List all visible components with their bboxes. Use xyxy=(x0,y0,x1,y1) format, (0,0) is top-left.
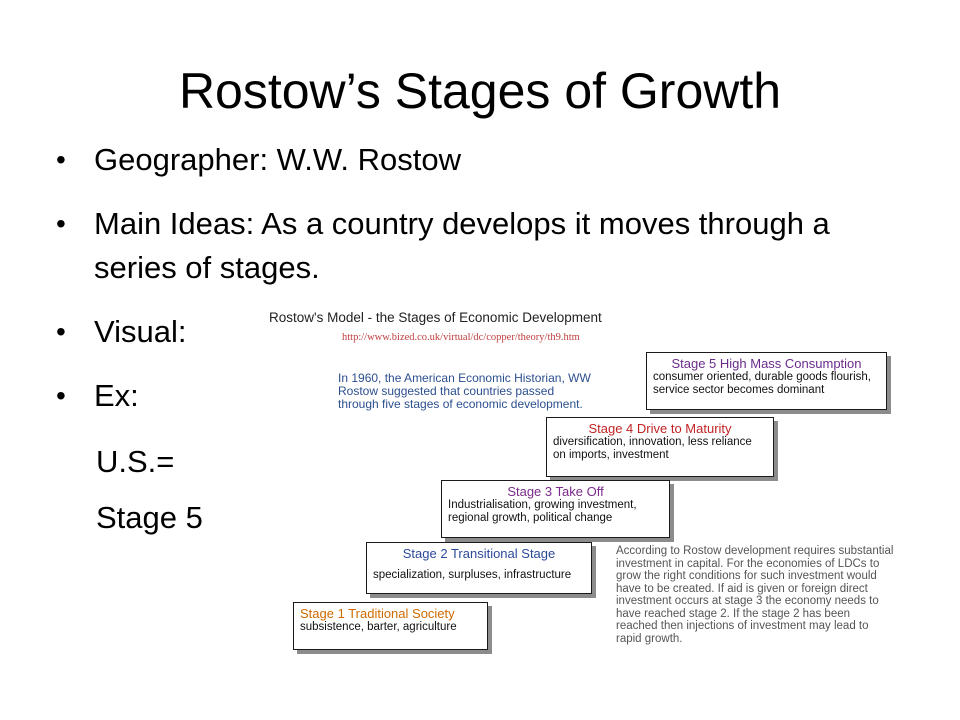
bullet-text: Visual: xyxy=(94,314,187,349)
stage-5-heading: Stage 5 High Mass Consumption xyxy=(671,356,862,371)
stage-1-heading: Stage 1 Traditional Society xyxy=(300,606,455,621)
stage-2-heading: Stage 2 Transitional Stage xyxy=(402,546,556,561)
stage-4-heading: Stage 4 Drive to Maturity xyxy=(588,421,732,436)
diagram-side-note: According to Rostow development requires substantial investment in capital. For the economies of LDCs to grow the right conditions for such investment would have to be created. If aid is given or foreign direct investment occurs at stage 3 the economy needs to have reached stage 2. If the stage 2 has been reached then injections of investment may lead to rapid growth. xyxy=(616,545,894,645)
stage-3-heading: Stage 3 Take Off xyxy=(507,484,604,499)
rostow-diagram-image xyxy=(262,302,902,662)
bullet-text: Geographer: W.W. Rostow xyxy=(94,142,461,177)
bullet-icon: • xyxy=(56,144,66,175)
stage-5-box xyxy=(646,352,887,410)
example-country: U.S.= xyxy=(96,444,175,479)
stage-4-body: diversification, innovation, less reliance on imports, investment xyxy=(553,436,752,461)
stage-1-body: subsistence, barter, agriculture xyxy=(300,621,457,633)
bullet-icon: • xyxy=(56,380,66,411)
stage-2-box xyxy=(366,542,592,594)
diagram-intro: In 1960, the American Economic Historian, WW Rostow suggested that countries passed through five stages of economic development. xyxy=(338,371,591,411)
bullet-text: Main Ideas: As a country develops it moves through a series of stages. xyxy=(94,206,830,285)
stage-3-box xyxy=(441,480,670,538)
diagram-url: http://www.bized.co.uk/virtual/dc/copper/theory/th9.htm xyxy=(342,332,580,343)
stage-2-body: specialization, surpluses, infrastructure xyxy=(373,569,572,581)
bullet-text: Ex: xyxy=(94,378,139,413)
example-stage: Stage 5 xyxy=(96,500,203,535)
stage-1-box xyxy=(293,602,488,650)
stage-4-box xyxy=(546,417,774,477)
stage-3-body: Industrialisation, growing investment, regional growth, political change xyxy=(448,499,637,524)
stage-5-body: consumer oriented, durable goods flourish, service sector becomes dominant xyxy=(653,371,871,396)
slide-title: Rostow’s Stages of Growth xyxy=(178,63,782,119)
bullet-icon: • xyxy=(56,208,66,239)
diagram-title: Rostow's Model - the Stages of Economic Development xyxy=(269,310,602,325)
bullet-icon: • xyxy=(56,316,66,347)
